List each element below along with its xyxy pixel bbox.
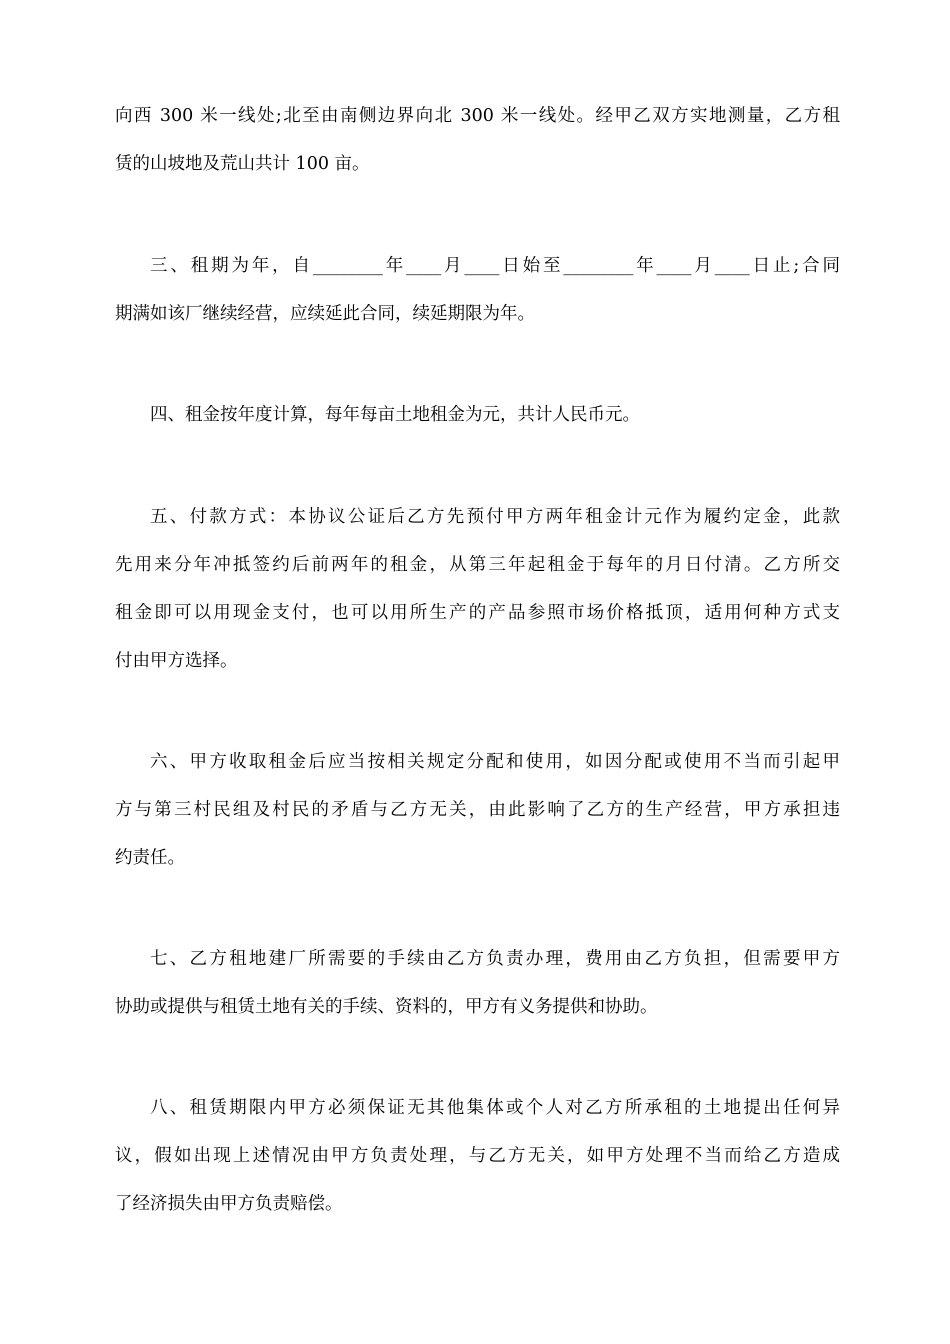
paragraph-line: 赁的山坡地及荒山共计 100 亩。 (115, 154, 370, 174)
paragraph-line: 付由甲方选择。 (115, 651, 238, 671)
paragraph-continuation (115, 92, 840, 188)
paragraph-line: 三、租期为年，自________年____月____日始至________年____月____日止;合同 (150, 256, 840, 276)
paragraph-line: 期满如该厂继续经营，应续延此合同，续延期限为年。 (115, 304, 535, 324)
paragraph-line: 了经济损失由甲方负责赔偿。 (115, 1194, 343, 1214)
paragraph-line: 协助或提供与租赁土地有关的手续、资料的，甲方有义务提供和协助。 (115, 997, 658, 1017)
paragraph-clause-6 (115, 738, 840, 882)
paragraph-line: 七、乙方租地建厂所需要的手续由乙方负责办理，费用由乙方负担，但需要甲方 (150, 949, 840, 969)
paragraph-clause-7 (115, 935, 840, 1031)
paragraph-line: 五、付款方式：本协议公证后乙方先预付甲方两年租金计元作为履约定金，此款 (150, 507, 840, 527)
paragraph-line: 租金即可以用现金支付，也可以用所生产的产品参照市场价格抵顶，适用何种方式支 (115, 603, 840, 623)
paragraph-line: 向西 300 米一线处;北至由南侧边界向北 300 米一线处。经甲乙双方实地测量，乙方租 (115, 106, 840, 126)
paragraph-line: 八、租赁期限内甲方必须保证无其他集体或个人对乙方所承租的土地提出任何异 (150, 1098, 840, 1118)
paragraph-clause-5 (115, 493, 840, 685)
paragraph-line: 方与第三村民组及村民的矛盾与乙方无关，由此影响了乙方的生产经营，甲方承担违 (115, 800, 840, 820)
paragraph-clause-4 (115, 391, 840, 439)
paragraph-line: 约责任。 (115, 848, 185, 868)
paragraph-clause-3 (115, 242, 840, 338)
paragraph-line: 议，假如出现上述情况由甲方负责处理，与乙方无关，如甲方处理不当而给乙方造成 (115, 1146, 840, 1166)
paragraph-clause-8 (115, 1084, 840, 1228)
paragraph-line: 六、甲方收取租金后应当按相关规定分配和使用，如因分配或使用不当而引起甲 (150, 752, 840, 772)
paragraph-line: 先用来分年冲抵签约后前两年的租金，从第三年起租金于每年的月日付清。乙方所交 (115, 555, 840, 575)
paragraph-line: 四、租金按年度计算，每年每亩土地租金为元，共计人民币元。 (150, 405, 640, 425)
